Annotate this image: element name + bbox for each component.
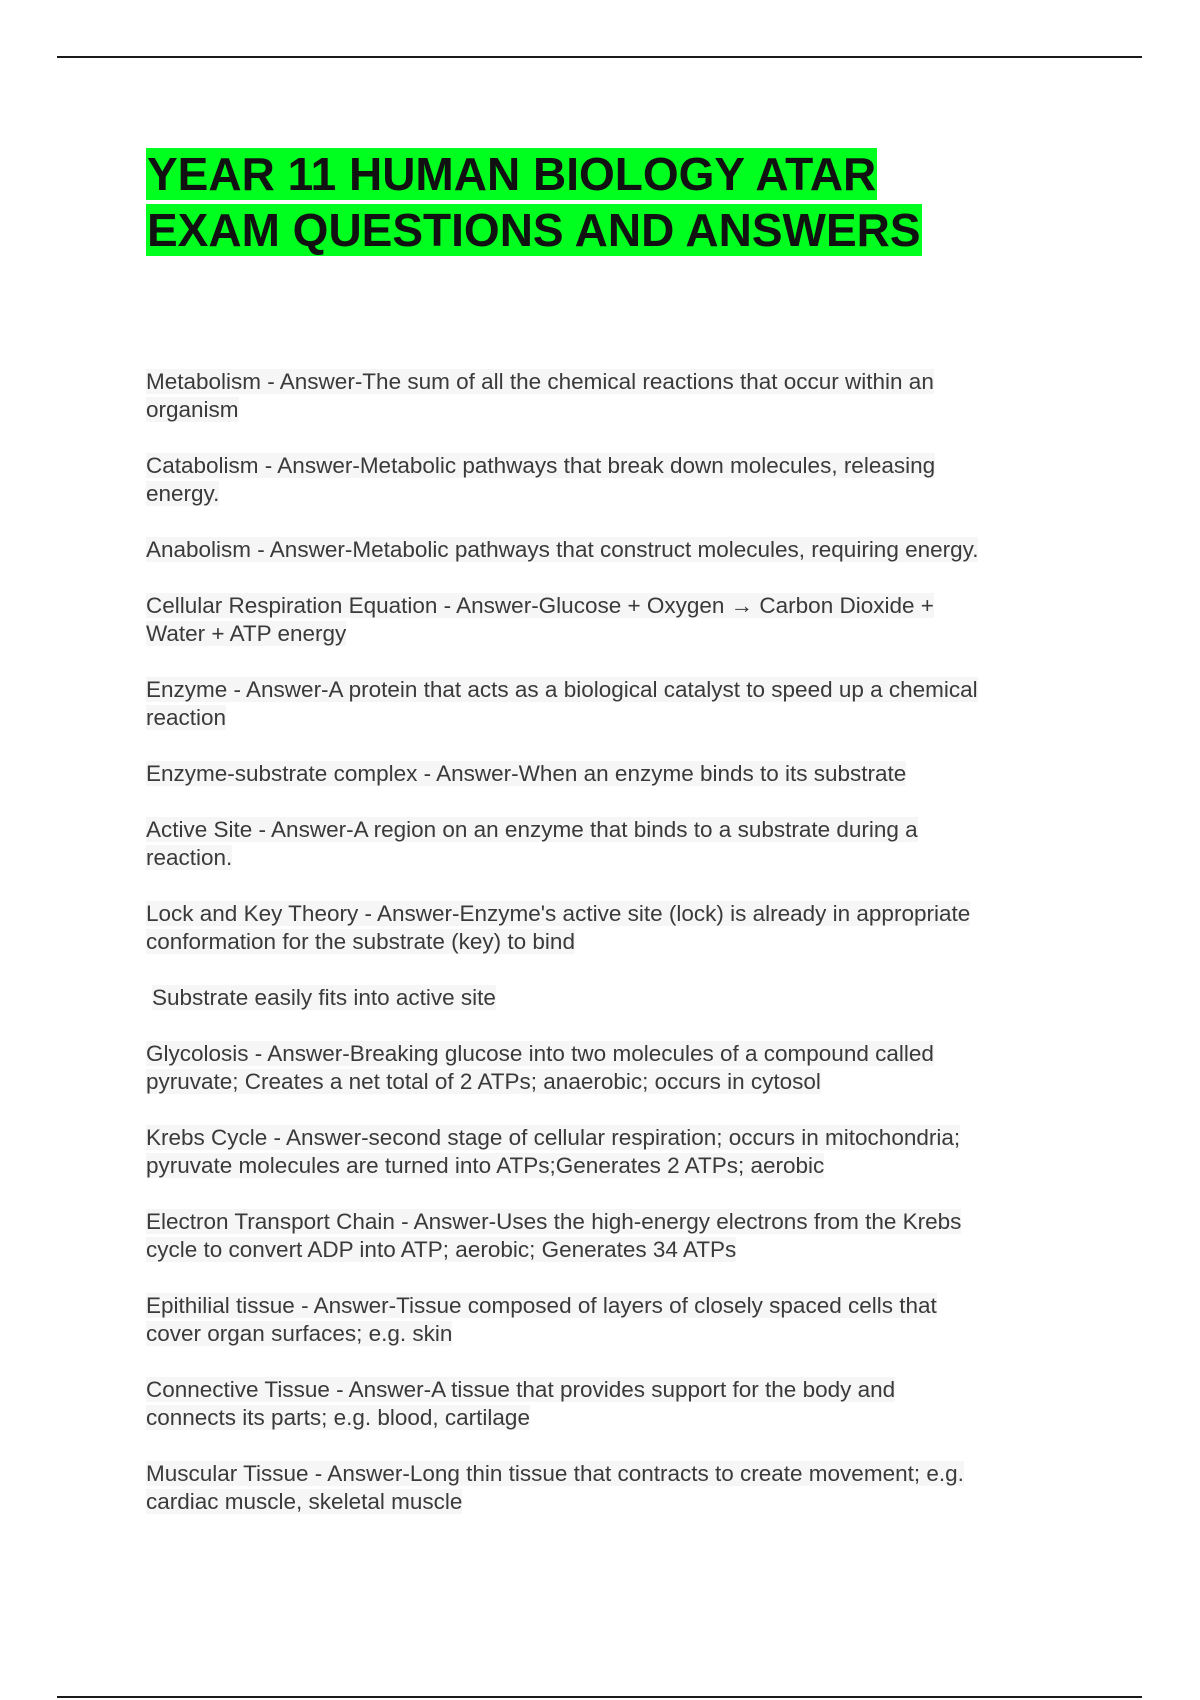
qa-entry-electron-transport-chain: Electron Transport Chain - Answer-Uses the high-energy electrons from the Krebs cycle to convert ADP into ATP; aerobic; Generates 34 ATPs <box>146 1209 962 1262</box>
title-line-1: YEAR 11 HUMAN BIOLOGY ATAR <box>147 148 877 200</box>
qa-entry-anabolism: Anabolism - Answer-Metabolic pathways that construct molecules, requiring energy. <box>146 537 979 562</box>
qa-entry-connective-tissue: Connective Tissue - Answer-A tissue that provides support for the body and connects its parts; e.g. blood, cartilage <box>146 1377 896 1430</box>
qa-entry-enzyme-substrate-complex: Enzyme-substrate complex - Answer-When an enzyme binds to its substrate <box>146 761 907 786</box>
title-line-2: EXAM QUESTIONS AND ANSWERS <box>147 204 921 256</box>
qa-entry-substrate-fits: Substrate easily fits into active site <box>152 985 496 1010</box>
qa-entry-epithilial-tissue: Epithilial tissue - Answer-Tissue composed of layers of closely spaced cells that cover organ surfaces; e.g. skin <box>146 1293 937 1346</box>
qa-entry-cellular-respiration: Cellular Respiration Equation - Answer-Glucose + Oxygen → Carbon Dioxide + Water + ATP energy <box>146 593 934 646</box>
document-title <box>146 146 1146 258</box>
qa-entry-catabolism: Catabolism - Answer-Metabolic pathways that break down molecules, releasing energy. <box>146 453 936 506</box>
qa-entry-active-site: Active Site - Answer-A region on an enzyme that binds to a substrate during a reaction. <box>146 817 918 870</box>
qa-entry-metabolism: Metabolism - Answer-The sum of all the chemical reactions that occur within an organism <box>146 369 934 422</box>
bottom-rule <box>57 1696 1142 1698</box>
qa-list <box>146 368 1046 1544</box>
qa-entry-enzyme: Enzyme - Answer-A protein that acts as a biological catalyst to speed up a chemical reaction <box>146 677 978 730</box>
top-rule <box>57 56 1142 58</box>
qa-entry-krebs-cycle: Krebs Cycle - Answer-second stage of cellular respiration; occurs in mitochondria; pyruvate molecules are turned into ATPs;Generates 2 ATPs; aerobic <box>146 1125 961 1178</box>
qa-entry-muscular-tissue: Muscular Tissue - Answer-Long thin tissue that contracts to create movement; e.g. cardiac muscle, skeletal muscle <box>146 1461 964 1514</box>
qa-entry-glycolosis: Glycolosis - Answer-Breaking glucose into two molecules of a compound called pyruvate; Creates a net total of 2 ATPs; anaerobic; occurs in cytosol <box>146 1041 934 1094</box>
qa-entry-lock-and-key: Lock and Key Theory - Answer-Enzyme's active site (lock) is already in appropriate conformation for the substrate (key) to bind <box>146 901 971 954</box>
